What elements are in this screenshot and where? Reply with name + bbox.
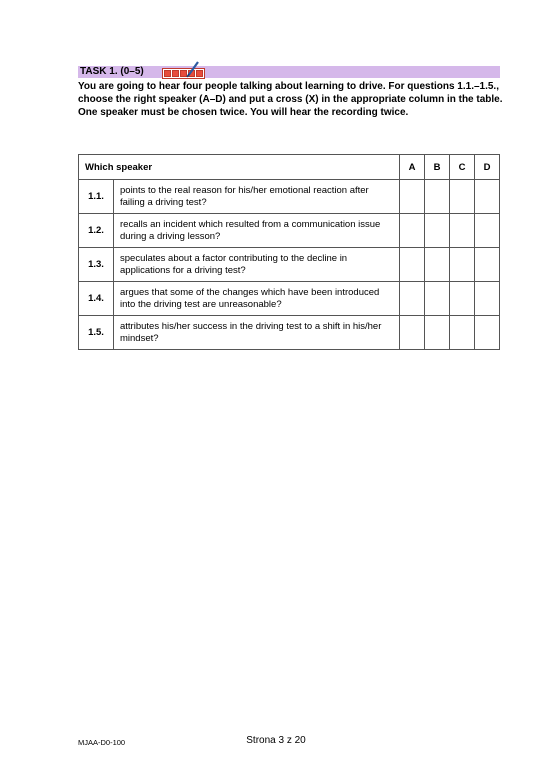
question-number: 1.1. [79,180,114,214]
question-number: 1.2. [79,214,114,248]
table-row [79,180,500,214]
column-header-d: D [475,155,500,180]
page-number: Strona 3 z 20 [246,735,306,746]
answer-cell-d[interactable] [475,282,500,316]
table-row [79,316,500,350]
answer-cell-b[interactable] [425,316,450,350]
answer-cell-c[interactable] [450,180,475,214]
answer-cell-a[interactable] [400,180,425,214]
answer-cell-a[interactable] [400,316,425,350]
answer-cell-b[interactable] [425,214,450,248]
answer-cell-b[interactable] [425,282,450,316]
score-box [164,70,171,77]
column-header-c: C [450,155,475,180]
answer-cell-d[interactable] [475,180,500,214]
question-number: 1.3. [79,248,114,282]
answer-cell-c[interactable] [450,316,475,350]
question-number: 1.5. [79,316,114,350]
answer-cell-b[interactable] [425,180,450,214]
answer-cell-d[interactable] [475,214,500,248]
table-row [79,282,500,316]
answer-table [78,154,500,350]
answer-cell-a[interactable] [400,282,425,316]
task-title: TASK 1. (0–5) [80,66,144,77]
column-header-a: A [400,155,425,180]
question-number: 1.4. [79,282,114,316]
answer-cell-d[interactable] [475,248,500,282]
answer-cell-c[interactable] [450,248,475,282]
answer-cell-a[interactable] [400,248,425,282]
table-header-row [79,155,500,180]
table-row [79,214,500,248]
answer-cell-a[interactable] [400,214,425,248]
score-box [172,70,179,77]
question-text: points to the real reason for his/her emotional reaction after failing a driving test? [114,180,400,214]
answer-cell-b[interactable] [425,248,450,282]
pen-icon [186,60,200,78]
question-text: speculates about a factor contributing to the decline in applications for a driving test? [114,248,400,282]
answer-cell-c[interactable] [450,214,475,248]
table-row [79,248,500,282]
answer-cell-c[interactable] [450,282,475,316]
column-header-b: B [425,155,450,180]
task-instructions: You are going to hear four people talking about learning to drive. For questions 1.1.–1.5., choose the right speaker (A–D) and put a cross (X) in the appropriate column in the table. One speaker must be chosen twice. You will hear the recording twice. [78,81,503,118]
question-text: recalls an incident which resulted from a communication issue during a driving lesson? [114,214,400,248]
question-text: argues that some of the changes which have been introduced into the driving test are unreasonable? [114,282,400,316]
table-header-question: Which speaker [79,155,400,180]
answer-cell-d[interactable] [475,316,500,350]
question-text: attributes his/her success in the driving test to a shift in his/her mindset? [114,316,400,350]
exam-code: MJAA-D0-100 [78,738,126,747]
